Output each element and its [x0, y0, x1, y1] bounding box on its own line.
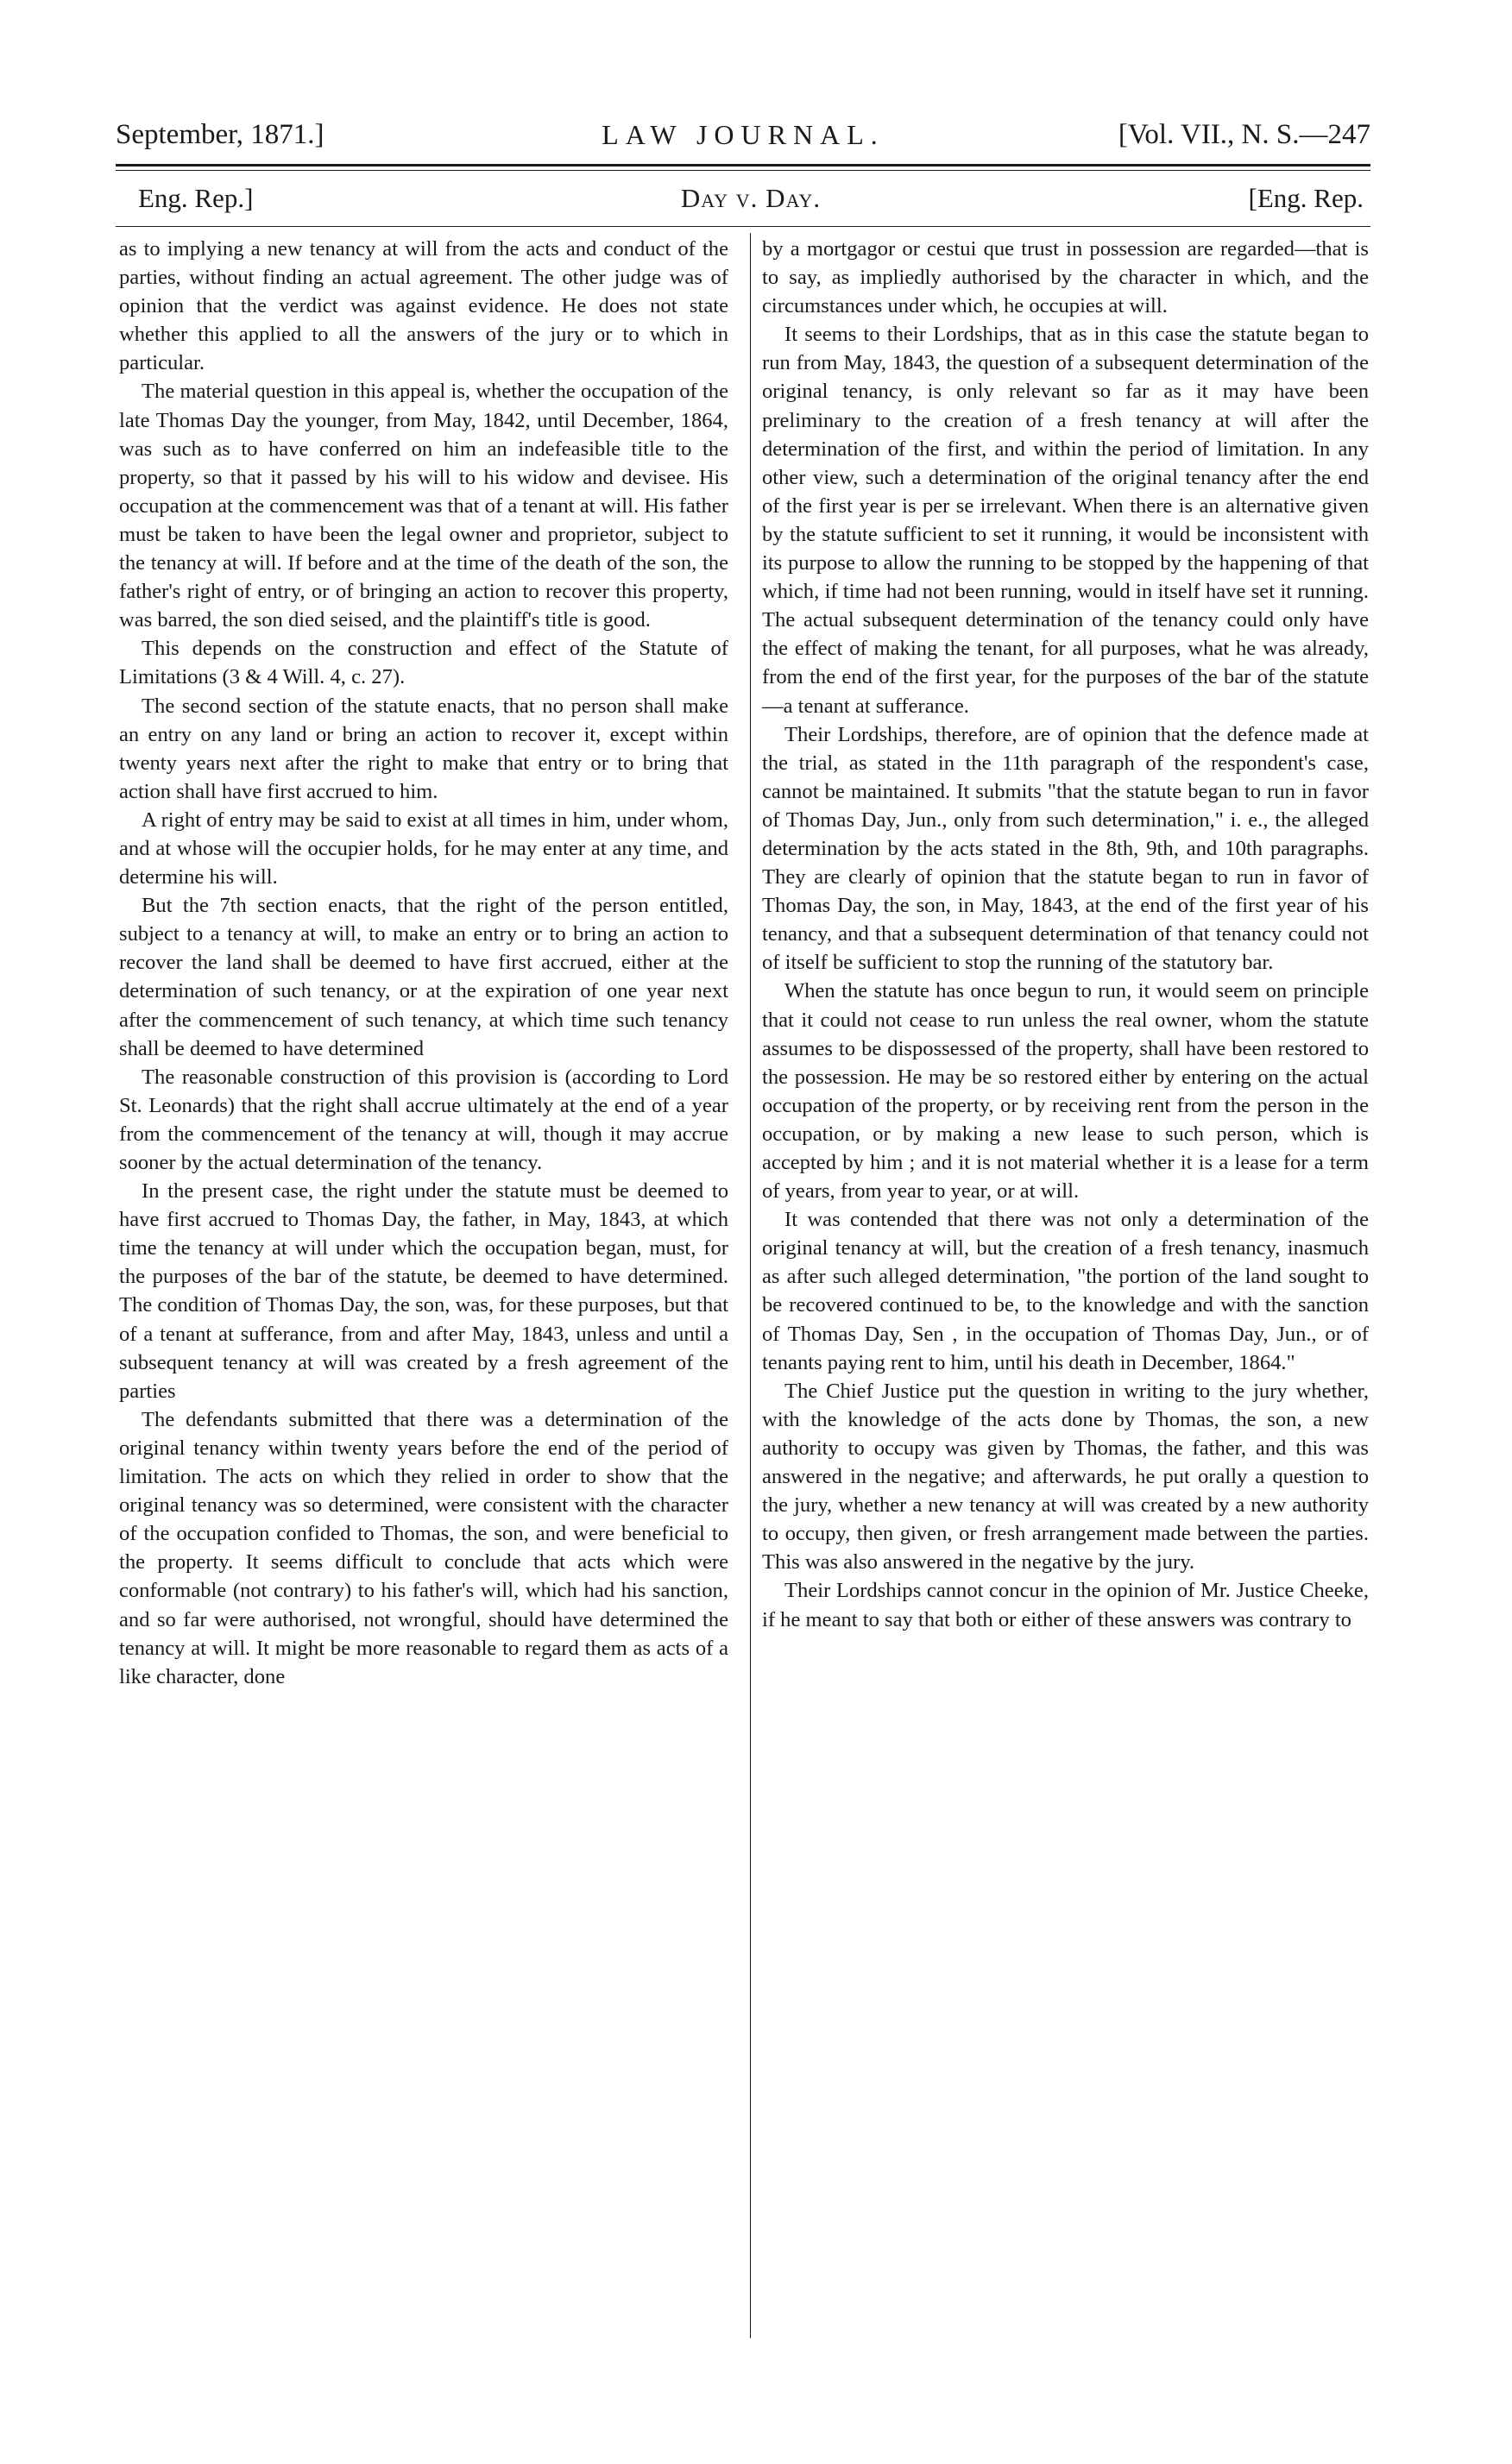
paragraph: In the present case, the right under the statute must be deemed to have first accrued to Thomas Day, the father, in May, 1843, at which time the tenancy at will under which the occupation began, must, for the purposes of the bar of the statute, be deemed to have determined. The condition of Thomas Day, the son, was, for these purposes, but that of a tenant at sufferance, from and after May, 1843, unless and until a subsequent tenancy at will was created by a fresh agreement of the parties	[119, 1179, 728, 1403]
case-head	[138, 183, 1364, 221]
right-column	[762, 235, 1369, 1634]
paragraph: A right of entry may be said to exist at all times in him, under whom, and at whose will the occupier holds, for he may enter at any time, and determine his will.	[119, 808, 728, 889]
report-label-left: Eng. Rep.]	[138, 183, 254, 213]
issue-date: September, 1871.]	[116, 119, 324, 150]
journal-title: LAW JOURNAL.	[602, 119, 885, 150]
paragraph: But the 7th section enacts, that the right of the person entitled, subject to a tenancy at will, to make an entry or to bring an action to recover the land shall be deemed to have first accrued, either at the determination of such tenancy, or at the expiration of one year next after the commencement of such tenancy, at which time such tenancy shall be deemed to have determined	[119, 894, 728, 1060]
paragraph: The defendants submitted that there was a determination of the original tenancy within twenty years before the end of the period of limitation. The acts on which they relied in order to show that the original tenancy was so determined, were consistent with the character of the occupation confided to Thomas, the son, and were beneficial to the property. It seems difficult to conclude that acts which were conformable (not contrary) to his father's will, which had his sanction, and so far were authorised, not wrongful, should have determined the tenancy at will. It might be more reasonable to regard them as acts of a like character, done	[119, 1407, 728, 1688]
paragraph: Their Lordships cannot concur in the opinion of Mr. Justice Cheeke, if he meant to say that both or either of these answers was contrary to	[762, 1579, 1369, 1631]
paragraph: It was contended that there was not only a determination of the original tenancy at will, but the creation of a fresh tenancy, inasmuch as after such alleged determination, "the portion of the land sought to be recovered continued to be, to the knowledge and with the sanction of Thomas Day, Sen , in the occupation of Thomas Day, Jun., or of tenants paying rent to him, until his death in December, 1864."	[762, 1208, 1369, 1374]
column-divider	[750, 233, 751, 2338]
paragraph: It seems to their Lordships, that as in this case the statute began to run from May, 1843, the question of a subsequent determination of the original tenancy, is only relevant so far as it may have been preliminary to the creation of a fresh tenancy at will after the determination of the first, and within the period of limitation. In any other view, such a determination of the original tenancy after the end of the first year is per se irrelevant. When there is an alternative given by the statute sufficient to set it running, it would be inconsistent with its purpose to allow the running to be stopped by the happening of that which, if time had not been running, would in itself have set it running. The actual subsequent determination of the tenancy could only have the effect of making the tenant, for all purposes, what he was already, from the end of the first year, for the purposes of the bar of the statute—a tenant at sufferance.	[762, 323, 1369, 718]
paragraph: When the statute has once begun to run, it would seem on principle that it could not cease to run unless the real owner, whom the statute assumes to be dispossessed of the property, shall have been restored to the possession. He may be so restored either by entering on the actual occupation of the property, or by receiving rent from the person in the occupation, or by making a new lease to such person, which is accepted by him ; and it is not material whether it is a lease for a term of years, from year to year, or at will.	[762, 979, 1369, 1204]
volume-page-number: [Vol. VII., N. S.—247	[1118, 119, 1370, 150]
paragraph: This depends on the construction and effect of the Statute of Limitations (3 & 4 Will. 4, c. 27).	[119, 637, 728, 689]
header-rule-thick	[116, 164, 1370, 167]
paragraph: The Chief Justice put the question in writing to the jury whether, with the knowledge of the acts done by Thomas, the son, a new authority to occupy was given by Thomas, the father, and this was answered in the negative; and afterwards, he put orally a question to the jury, whether a new tenancy at will was created by a new authority to occupy, then given, or fresh arrangement made between the parties. This was also answered in the negative by the jury.	[762, 1379, 1369, 1575]
paragraph: as to implying a new tenancy at will from the acts and conduct of the parties, without finding an actual agreement. The other judge was of opinion that the verdict was against evidence. He does not state whether this applied to all the answers of the jury or to which in particular.	[119, 237, 728, 375]
paragraph: The second section of the statute enacts, that no person shall make an entry on any land or bring an action to recover it, except within twenty years next after the right to make that entry or to bring that action shall have first accrued to him.	[119, 694, 728, 803]
case-head-rule	[116, 226, 1370, 227]
running-head	[116, 119, 1370, 157]
left-column	[119, 235, 728, 1691]
report-label-right: [Eng. Rep.	[1248, 183, 1364, 213]
header-rule-thin	[116, 170, 1370, 171]
paragraph: The material question in this appeal is, whether the occupation of the late Thomas Day the younger, from May, 1842, until December, 1864, was such as to have conferred on him an indefeasible title to the property, so that it passed by his will to his widow and devisee. His occupation at the commencement was that of a tenant at will. His father must be taken to have been the legal owner and proprietor, subject to the tenancy at will. If before and at the time of the death of the son, the father's right of entry, or of bringing an action to recover this property, was barred, the son died seised, and the plaintiff's title is good.	[119, 380, 728, 632]
paragraph: by a mortgagor or cestui que trust in possession are regarded—that is to say, as impliedly authorised by the character in which, and the circumstances under which, he occupies at will.	[762, 237, 1369, 318]
paragraph: Their Lordships, therefore, are of opinion that the defence made at the trial, as stated in the 11th paragraph of the respondent's case, cannot be maintained. It submits "that the statute began to run in favor of Thomas Day, Jun., only from such determination," i. e., the alleged determination by the acts stated in the 8th, 9th, and 10th paragraphs. They are clearly of opinion that the statute began to run in favor of Thomas Day, the son, in May, 1843, at the end of the first year of his tenancy, and that a subsequent determination of that tenancy could not of itself be sufficient to stop the running of the statutory bar.	[762, 722, 1369, 975]
case-title: Day v. Day.	[680, 183, 822, 213]
paragraph: The reasonable construction of this provision is (according to Lord St. Leonards) that the right shall accrue ultimately at the end of a year from the commencement of the tenancy at will, though it may accrue sooner by the actual determination of the tenancy.	[119, 1065, 728, 1174]
